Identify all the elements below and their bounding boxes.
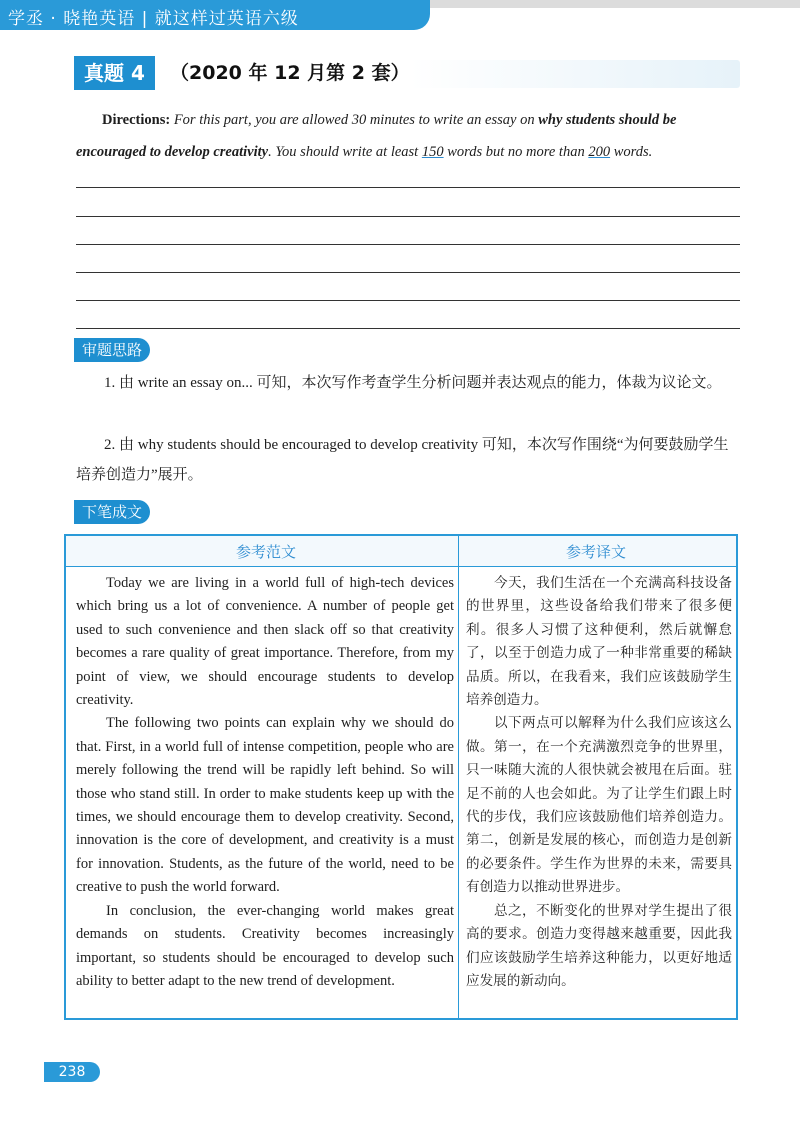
directions-part4: words. (610, 144, 653, 160)
max-word-count: 200 (588, 144, 611, 160)
translation-paragraph-3: 总之，不断变化的世界对学生提出了很高的要求。创造力变得越来越重要，因此我们应该鼓励学生培养这种能力，以更好地适应发展的新动向。 (466, 902, 732, 989)
sample-essay-table (64, 534, 738, 1020)
writing-line (76, 187, 740, 188)
translation-column (466, 572, 732, 993)
top-strip (430, 0, 800, 8)
translation-paragraph-2: 以下两点可以解释为什么我们应该这么做。第一，在一个充满激烈竞争的世界里，只一味随大流的人很快就会被甩在后面。驻足不前的人也会如此。为了让学生们跟上时代的步伐，我们应该鼓励他们培养创造力。第二，创新是发展的核心，而创造力是创新的必要条件。学生作为世界的未来，需要具有创造力以推动世界进步。 (466, 715, 732, 896)
writing-label: 下笔成文 (74, 500, 150, 524)
writing-line (76, 216, 740, 217)
directions-text (76, 104, 742, 168)
translation-header: 参考译文 (566, 543, 627, 561)
essay-paragraph-2: The following two points can explain why we should do that. First, in a world full of intense competition, people who are merely following the trend will be rapidly left behind. So will those who stand still. In order to make students keep up with the times, we should encourage them to develop creativity. Second, innovation is the core of development, and creativity is a must for innovation. Students, as the future of the world, need to be creative to push the world forward. (76, 715, 454, 896)
sample-essay-column (76, 572, 454, 993)
sample-essay-header: 参考范文 (236, 543, 297, 561)
essay-paragraph-3: In conclusion, the ever-changing world makes great demands on students. Creativity becomes increasingly important, so students should be encouraged to develop such ability to better adapt to the new trend of development. (76, 902, 454, 989)
min-word-count: 150 (421, 144, 444, 160)
directions-label: Directions: (102, 112, 171, 128)
directions-part2: . You should write at least (268, 144, 422, 160)
header-bar (0, 0, 430, 30)
analysis-point-1: 1. 由 write an essay on... 可知，本次写作考查学生分析问题并表达观点的能力，体裁为议论文。 (104, 375, 722, 391)
running-title: 学丞 · 晓艳英语 | 就这样过英语六级 (8, 9, 299, 29)
table-header-row (66, 536, 736, 567)
writing-line (76, 244, 740, 245)
exam-badge: 真题 4 (74, 56, 155, 90)
translation-paragraph-1: 今天，我们生活在一个充满高科技设备的世界里，这些设备给我们带来了很多便利。很多人习惯了这种便利，然后就懈怠了，以至于创造力成了一种非常重要的稀缺品质。所以，在我看来，我们应该鼓励学生培养创造力。 (466, 575, 732, 709)
essay-topic: why students should be encouraged to develop creativity (76, 112, 677, 160)
column-divider (458, 536, 459, 1018)
analysis-point-2: 2. 由 why students should be encouraged to develop creativity 可知，本次写作围绕“为何要鼓励学生培养创造力”展开。 (76, 437, 729, 483)
exam-year: （2020 年 12 月第 2 套） (170, 62, 410, 84)
directions-part1: For this part, you are allowed 30 minutes to write an essay on (170, 112, 539, 128)
title-decoration (410, 60, 740, 88)
essay-paragraph-1: Today we are living in a world full of high-tech devices which bring us a lot of convenience. A number of people get used to such convenience and then slack off so that creativity becomes a rare quality of great importance. Therefore, from my point of view, we should encourage students to develop creativity. (76, 575, 454, 709)
analysis-label: 审题思路 (74, 338, 150, 362)
writing-line (76, 300, 740, 301)
directions-part3: words but no more than (443, 144, 589, 160)
writing-line (76, 328, 740, 329)
page-number: 238 (44, 1062, 100, 1082)
writing-line (76, 272, 740, 273)
